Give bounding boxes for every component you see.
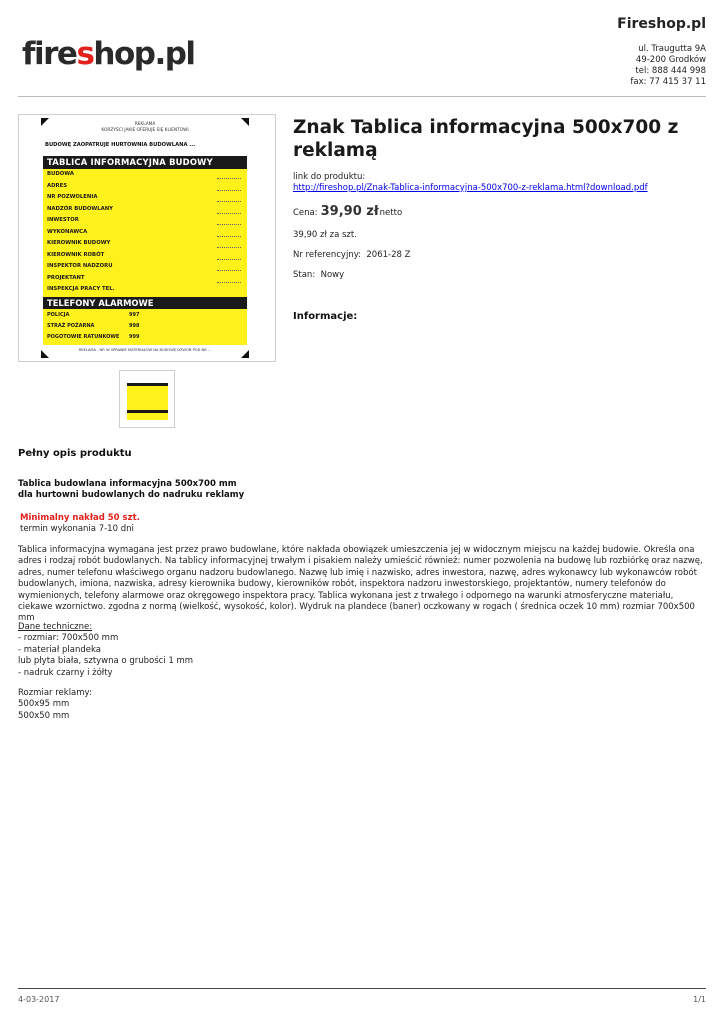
sign-header: TABLICA INFORMACYJNA BUDOWY: [43, 156, 247, 169]
ad-size-heading: Rozmiar reklamy:: [18, 688, 92, 698]
description-bold-line: dla hurtowni budowlanych do nadruku reklamy: [18, 490, 245, 500]
reference-number: [293, 250, 410, 260]
fill-line: [217, 201, 241, 202]
footer-date: 4-03-2017: [18, 995, 60, 1004]
lead-time: termin wykonania 7-10 dni: [20, 524, 134, 534]
sign-row: KIEROWNIK BUDOWY: [47, 240, 111, 246]
stan-value: Nowy: [320, 270, 345, 280]
thumbnail-sign-illustration: [126, 374, 169, 424]
emergency-name: POLICJA: [47, 312, 70, 318]
sign-illustration: [41, 118, 249, 358]
fill-line: [217, 270, 241, 271]
product-title: Znak Tablica informacyjna 500x700 z reklamą: [293, 117, 679, 161]
min-order-notice: Minimalny nakład 50 szt.: [20, 513, 140, 523]
page-header: [18, 14, 706, 96]
sign-row: INSPEKTOR NADZORU: [47, 263, 113, 269]
footer-divider: [18, 988, 706, 989]
sign-row: BUDOWA: [47, 171, 74, 177]
header-divider: [18, 96, 706, 97]
emergency-number: 998: [129, 323, 140, 329]
sign-bottom-ad: REKLAMA - NP. W SPRAWIE MATERIAŁÓW NA BUDOWĘ DZWOŃ POD NR ...: [78, 348, 212, 352]
tech-line: - materiał plandeka: [18, 645, 101, 655]
fill-line: [217, 236, 241, 237]
fill-line: [217, 213, 241, 214]
product-link-label: link do produktu:: [293, 172, 366, 182]
emergency-number: 997: [129, 312, 140, 318]
address-line: 49-200 Grodków: [635, 55, 706, 65]
page-number: 1/1: [693, 995, 706, 1004]
fill-line: [217, 282, 241, 283]
price-row: [293, 204, 402, 219]
sign-emergency-panel: [43, 309, 247, 345]
fill-line: [217, 259, 241, 260]
stan-label: Stan:: [293, 270, 316, 280]
sign-emergency-header: TELEFONY ALARMOWE: [43, 297, 247, 309]
product-link[interactable]: http://fireshop.pl/Znak-Tablica-informacyjna-500x700-z-reklama.html?download.pdf: [293, 183, 648, 193]
price-suffix: netto: [379, 208, 403, 218]
ad-size-line: 500x95 mm: [18, 699, 70, 709]
shop-address: [630, 44, 706, 88]
info-heading: Informacje:: [293, 311, 358, 322]
logo-text-accent: s: [76, 36, 94, 72]
fill-line: [217, 247, 241, 248]
product-thumbnail[interactable]: [119, 370, 175, 428]
unit-price: 39,90 zł za szt.: [293, 230, 357, 240]
ad-size-line: 500x50 mm: [18, 711, 70, 721]
sign-ad-label: REKLAMA: [134, 122, 156, 127]
address-line: ul. Traugutta 9A: [638, 44, 706, 54]
sign-row: INWESTOR: [47, 217, 79, 223]
logo-text-rest: hop.pl: [93, 36, 195, 72]
fill-line: [217, 190, 241, 191]
tech-line: - rozmiar: 700x500 mm: [18, 633, 119, 643]
sign-row: WYKONAWCA: [47, 228, 88, 235]
emergency-number: 999: [129, 334, 140, 340]
phone-line: tel: 888 444 998: [635, 66, 706, 76]
description-paragraph: Tablica informacyjna wymagana jest przez prawo budowlane, które nakłada obowiązek umieszczenia jej w widocznym miejscu na każdej budowie. Określa ona adres i rodzaj robót budowlanych. Na tablicy informacyjnej trwałym i pisakiem należy umieścić również: numer pozwolenia na budowę lub rozbiórkę oraz nazwę, adres, numer telefonu właściwego organu nadzoru budowlanego. Nazwę lub imię i nazwisko, adres inwestora, nazwę, adres wykonawcy lub wykonawców robót budowlanych, imiona, nazwiska, adresy kierownika budowy, kierowników robót, inspektora nadzoru inwestorskiego, projektantów, numery telefonów do wymienionych, telefony alarmowe oraz okręgowego inspektora pracy. Tablica wykonana jest z trwałego i odpornego na warunki atmosferyczne materiału, ciekawe wzornictwo. zgodna z normą (wielkość, wysokość, kolor). Wydruk na plandece (baner) oczkowany w rogach ( średnica oczek 10 mm) rozmiar 700x500 mm: [18, 545, 703, 624]
condition: [293, 270, 344, 280]
fax-line: fax: 77 415 37 11: [630, 77, 706, 87]
ref-value: 2061-28 Z: [366, 250, 411, 260]
price-label: Cena:: [293, 208, 318, 218]
sign-row: KIEROWNIK ROBÓT: [47, 251, 105, 258]
sign-row: ADRES: [47, 182, 68, 189]
product-main-image[interactable]: [18, 114, 276, 362]
thumb-emergency-panel: [127, 413, 168, 420]
fill-line: [217, 224, 241, 225]
price-value: 39,90 zł: [320, 204, 379, 219]
logo-text-main: fire: [22, 36, 77, 72]
fireshop-logo[interactable]: [22, 36, 195, 72]
thumb-info-panel: [127, 386, 168, 410]
description-heading: Pełny opis produktu: [18, 448, 132, 459]
emergency-name: STRAŻ POŻARNA: [47, 323, 95, 329]
fill-line: [217, 178, 241, 179]
shop-name: Fireshop.pl: [617, 16, 706, 32]
tech-line: lub płyta biała, sztywna o grubości 1 mm: [18, 656, 194, 666]
sign-row: NADZÓR BUDOWLANY: [47, 205, 114, 212]
description-bold-line: Tablica budowlana informacyjna 500x700 mm: [18, 479, 237, 489]
tech-line: - nadruk czarny i żółty: [18, 668, 113, 678]
ref-label: Nr referencyjny:: [293, 250, 361, 260]
sign-row: NR POZWOLENIA: [47, 194, 98, 200]
sign-row: PROJEKTANT: [47, 274, 85, 281]
emergency-name: POGOTOWIE RATUNKOWE: [47, 334, 120, 340]
sign-info-panel: [43, 169, 247, 297]
sign-ad-text: BUDOWĘ ZAOPATRUJE HURTOWNIA BUDOWLANA ...: [45, 142, 196, 148]
tech-heading: Dane techniczne:: [18, 622, 93, 632]
sign-row: INSPEKCJA PRACY TEL.: [47, 286, 115, 292]
sign-ad-subtitle: KORZYŚCI JAKIE OFERUJE SIĘ KLIENTOWI: [101, 128, 189, 133]
